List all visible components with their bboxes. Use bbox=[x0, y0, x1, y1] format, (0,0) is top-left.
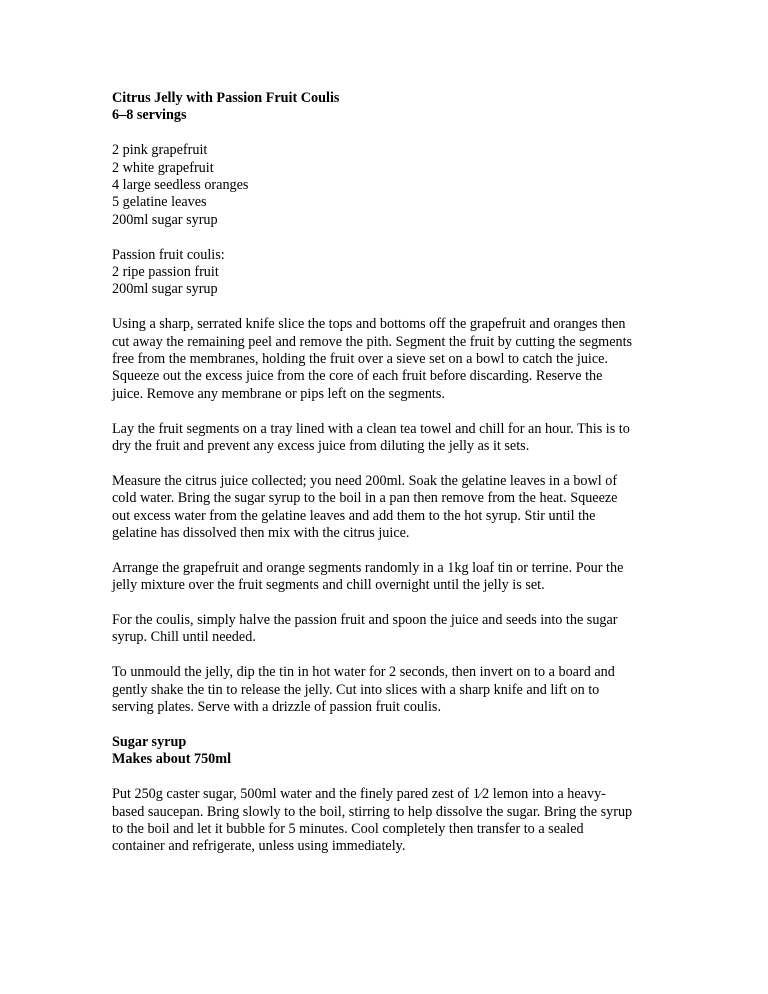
text-line: Measure the citrus juice collected; you need 200ml. Soak the gelatine leaves in a bowl of bbox=[112, 472, 618, 489]
text-line: out excess water from the gelatine leaves and add them to the hot syrup. Stir until the bbox=[112, 507, 596, 524]
text-line: Using a sharp, serrated knife slice the tops and bottoms off the grapefruit and oranges then bbox=[112, 316, 626, 333]
text-line: For the coulis, simply halve the passion fruit and spoon the juice and seeds into the sugar bbox=[112, 612, 618, 629]
text-line: cut away the remaining peel and remove the pith. Segment the fruit by cutting the segments bbox=[112, 333, 633, 350]
text-line: To unmould the jelly, dip the tin in hot water for 2 seconds, then invert on to a board and bbox=[112, 664, 615, 681]
coulis-ingredient-list bbox=[112, 247, 660, 299]
text-line: gelatine has dissolved then mix with the citrus juice. bbox=[112, 525, 410, 542]
method-paragraph bbox=[112, 316, 660, 403]
ingredient-item: 2 white grapefruit bbox=[112, 159, 214, 176]
syrup-title: Sugar syrup bbox=[112, 733, 187, 750]
ingredient-item: 2 ripe passion fruit bbox=[112, 264, 219, 281]
text-line: serving plates. Serve with a drizzle of passion fruit coulis. bbox=[112, 699, 441, 716]
text-line: Put 250g caster sugar, 500ml water and the finely pared zest of 1⁄2 lemon into a heavy- bbox=[112, 786, 606, 803]
text-line: gently shake the tin to release the jelly. Cut into slices with a sharp knife and lift on to bbox=[112, 681, 600, 698]
ingredient-item: 200ml sugar syrup bbox=[112, 281, 218, 298]
text-line: container and refrigerate, unless using immediately. bbox=[112, 838, 406, 855]
ingredient-list bbox=[112, 142, 660, 229]
coulis-heading: Passion fruit coulis: bbox=[112, 246, 225, 263]
ingredient-item: 5 gelatine leaves bbox=[112, 194, 207, 211]
recipe-servings: 6–8 servings bbox=[112, 107, 187, 124]
text-line: to the boil and let it bubble for 5 minutes. Cool completely then transfer to a sealed bbox=[112, 820, 584, 837]
method-paragraph bbox=[112, 473, 660, 543]
method-paragraph bbox=[112, 421, 660, 456]
recipe-title: Citrus Jelly with Passion Fruit Coulis bbox=[112, 90, 340, 106]
text-line: cold water. Bring the sugar syrup to the boil in a pan then remove from the heat. Squeeze bbox=[112, 490, 618, 507]
text-line: jelly mixture over the fruit segments and chill overnight until the jelly is set. bbox=[112, 577, 545, 594]
method-paragraph bbox=[112, 612, 660, 647]
document-page bbox=[112, 90, 660, 873]
text-line: Arrange the grapefruit and orange segments randomly in a 1kg loaf tin or terrine. Pour the bbox=[112, 559, 624, 576]
syrup-yield: Makes about 750ml bbox=[112, 751, 232, 768]
text-line: free from the membranes, holding the fruit over a sieve set on a bowl to catch the juice. bbox=[112, 351, 608, 368]
ingredient-item: 200ml sugar syrup bbox=[112, 211, 218, 228]
method-paragraph bbox=[112, 560, 660, 595]
syrup-header bbox=[112, 734, 660, 769]
ingredient-item: 2 pink grapefruit bbox=[112, 142, 208, 159]
text-line: Lay the fruit segments on a tray lined with a clean tea towel and chill for an hour. This is to bbox=[112, 420, 630, 437]
text-line: Squeeze out the excess juice from the core of each fruit before discarding. Reserve the bbox=[112, 368, 603, 385]
syrup-method-paragraph bbox=[112, 786, 660, 856]
text-line: based saucepan. Bring slowly to the boil, stirring to help dissolve the sugar. Bring the syrup bbox=[112, 803, 633, 820]
recipe-header bbox=[112, 90, 660, 125]
ingredient-item: 4 large seedless oranges bbox=[112, 177, 249, 194]
text-line: dry the fruit and prevent any excess juice from diluting the jelly as it sets. bbox=[112, 438, 530, 455]
method-paragraph bbox=[112, 664, 660, 716]
text-line: juice. Remove any membrane or pips left on the segments. bbox=[112, 385, 445, 402]
text-line: syrup. Chill until needed. bbox=[112, 629, 256, 646]
